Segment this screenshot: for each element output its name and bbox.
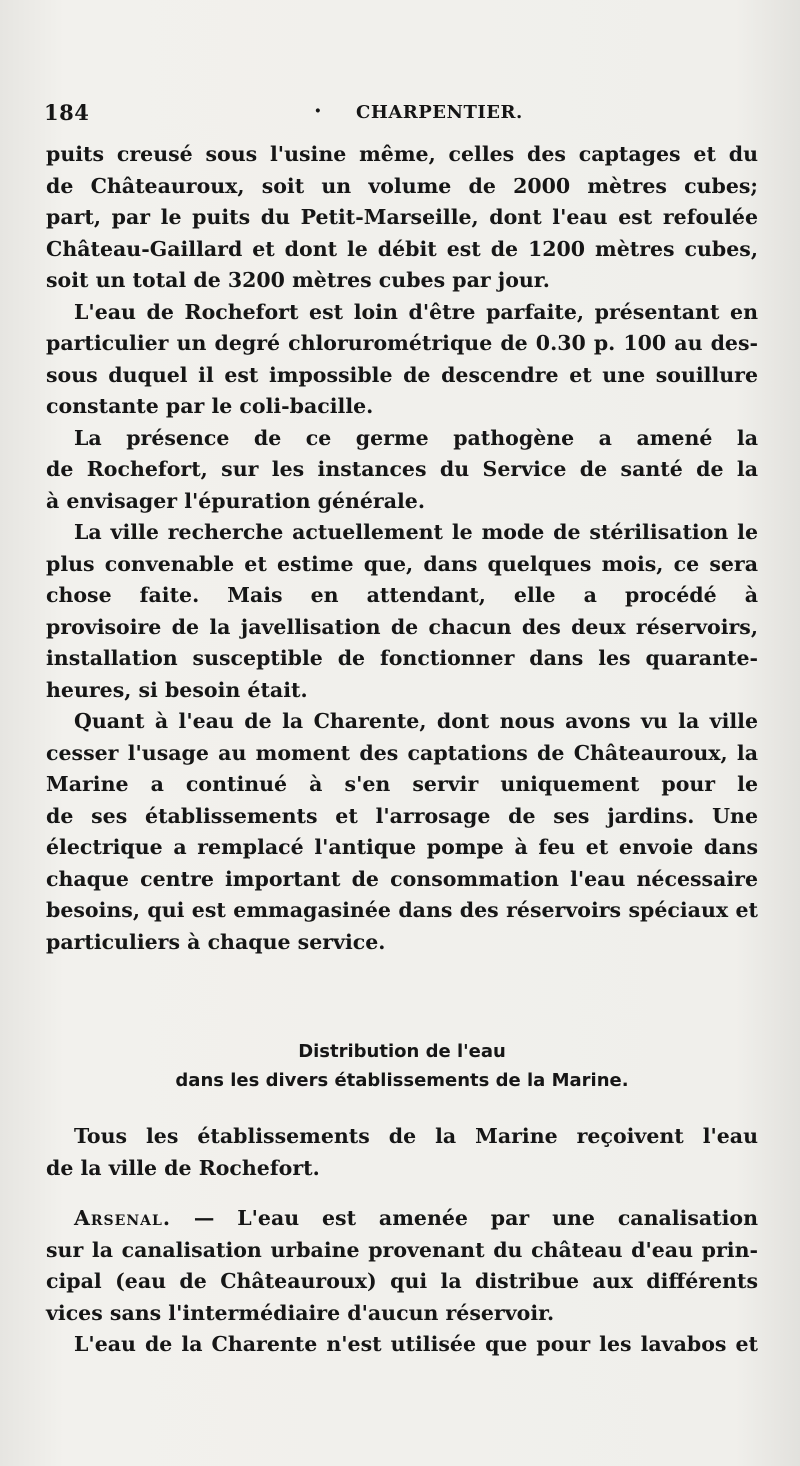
page-header (44, 100, 756, 134)
text-line: de la ville de Rochefort. (46, 1155, 320, 1180)
text-line: vices sans l'intermédiaire d'aucun réservoir. (46, 1300, 555, 1325)
paragraph-tous (46, 1121, 758, 1184)
running-head: CHARPENTIER. (356, 102, 523, 123)
text-line: constante par le coli-bacille. (46, 394, 374, 418)
paragraph-arsenal (46, 1203, 758, 1361)
text-line: soit un total de 3200 mètres cubes par jour. (46, 268, 550, 292)
text-line: La ville recherche actuellement le mode de stérilisation le (74, 520, 758, 544)
text-line: Château-Gaillard et dont le débit est de 1200 mètres cubes, (46, 236, 758, 261)
text-line: puits creusé sous l'usine même, celles des captages et du (46, 142, 758, 166)
text-line: L'eau de Rochefort est loin d'être parfaite, présentant en (74, 299, 758, 324)
text-line (46, 1203, 758, 1235)
text-line: de Châteauroux, soit un volume de 2000 mètres cubes; (46, 173, 758, 198)
text-line: Tous les établissements de la Marine reçoivent l'eau (74, 1124, 758, 1148)
section-heading-line: dans les divers établissements de la Marine. (175, 1070, 629, 1091)
text-line: chaque centre important de consommation l'eau nécessaire (46, 866, 758, 891)
text-line: de Rochefort, sur les instances du Service de santé de la (46, 457, 758, 481)
section-heading-line: Distribution de l'eau (298, 1041, 506, 1062)
text-line: Marine a continué à s'en servir uniquement pour le (46, 772, 758, 796)
em-dash: — (193, 1206, 215, 1230)
text-line: La présence de ce germe pathogène a amené la (74, 425, 758, 450)
text-line: L'eau de la Charente n'est utilisée que pour les lavabos et (74, 1332, 758, 1356)
text-line: part, par le puits du Petit-Marseille, dont l'eau est refoulée (46, 205, 758, 229)
section-heading (46, 1037, 758, 1095)
text-line: heures, si besoin était. (46, 677, 308, 702)
header-separator: · (314, 98, 322, 124)
main-text (46, 139, 758, 958)
arsenal-label: Arsenal. (74, 1206, 171, 1230)
text-line: de ses établissements et l'arrosage de ses jardins. Une (46, 803, 758, 828)
page-number: 184 (44, 100, 90, 125)
text-line: plus convenable et estime que, dans quelques mois, ce sera (46, 551, 758, 576)
text-line: sur la canalisation urbaine provenant du château d'eau prin- (46, 1237, 758, 1262)
text-line: chose faite. Mais en attendant, elle a procédé à (46, 583, 758, 607)
text-line: cesser l'usage au moment des captations de Châteauroux, la (46, 740, 758, 765)
text-line: cipal (eau de Châteauroux) qui la distribue aux différents (46, 1269, 758, 1293)
arsenal-line-1: L'eau est amenée par une canalisation (237, 1206, 758, 1230)
text-line: à envisager l'épuration générale. (46, 488, 425, 513)
text-line: besoins, qui est emmagasinée dans des réservoirs spéciaux et (46, 898, 758, 922)
text-line: Quant à l'eau de la Charente, dont nous avons vu la ville (74, 709, 758, 733)
text-line: électrique a remplacé l'antique pompe à feu et envoie dans (46, 835, 758, 859)
text-line: particulier un degré chlorurométrique de 0.30 p. 100 au des- (46, 331, 758, 355)
text-line: particuliers à chaque service. (46, 929, 386, 954)
text-line: sous duquel il est impossible de descendre et une souillure (46, 362, 758, 387)
text-line: installation susceptible de fonctionner dans les quarante- (46, 646, 758, 670)
text-line: provisoire de la javellisation de chacun des deux réservoirs, (46, 614, 758, 639)
